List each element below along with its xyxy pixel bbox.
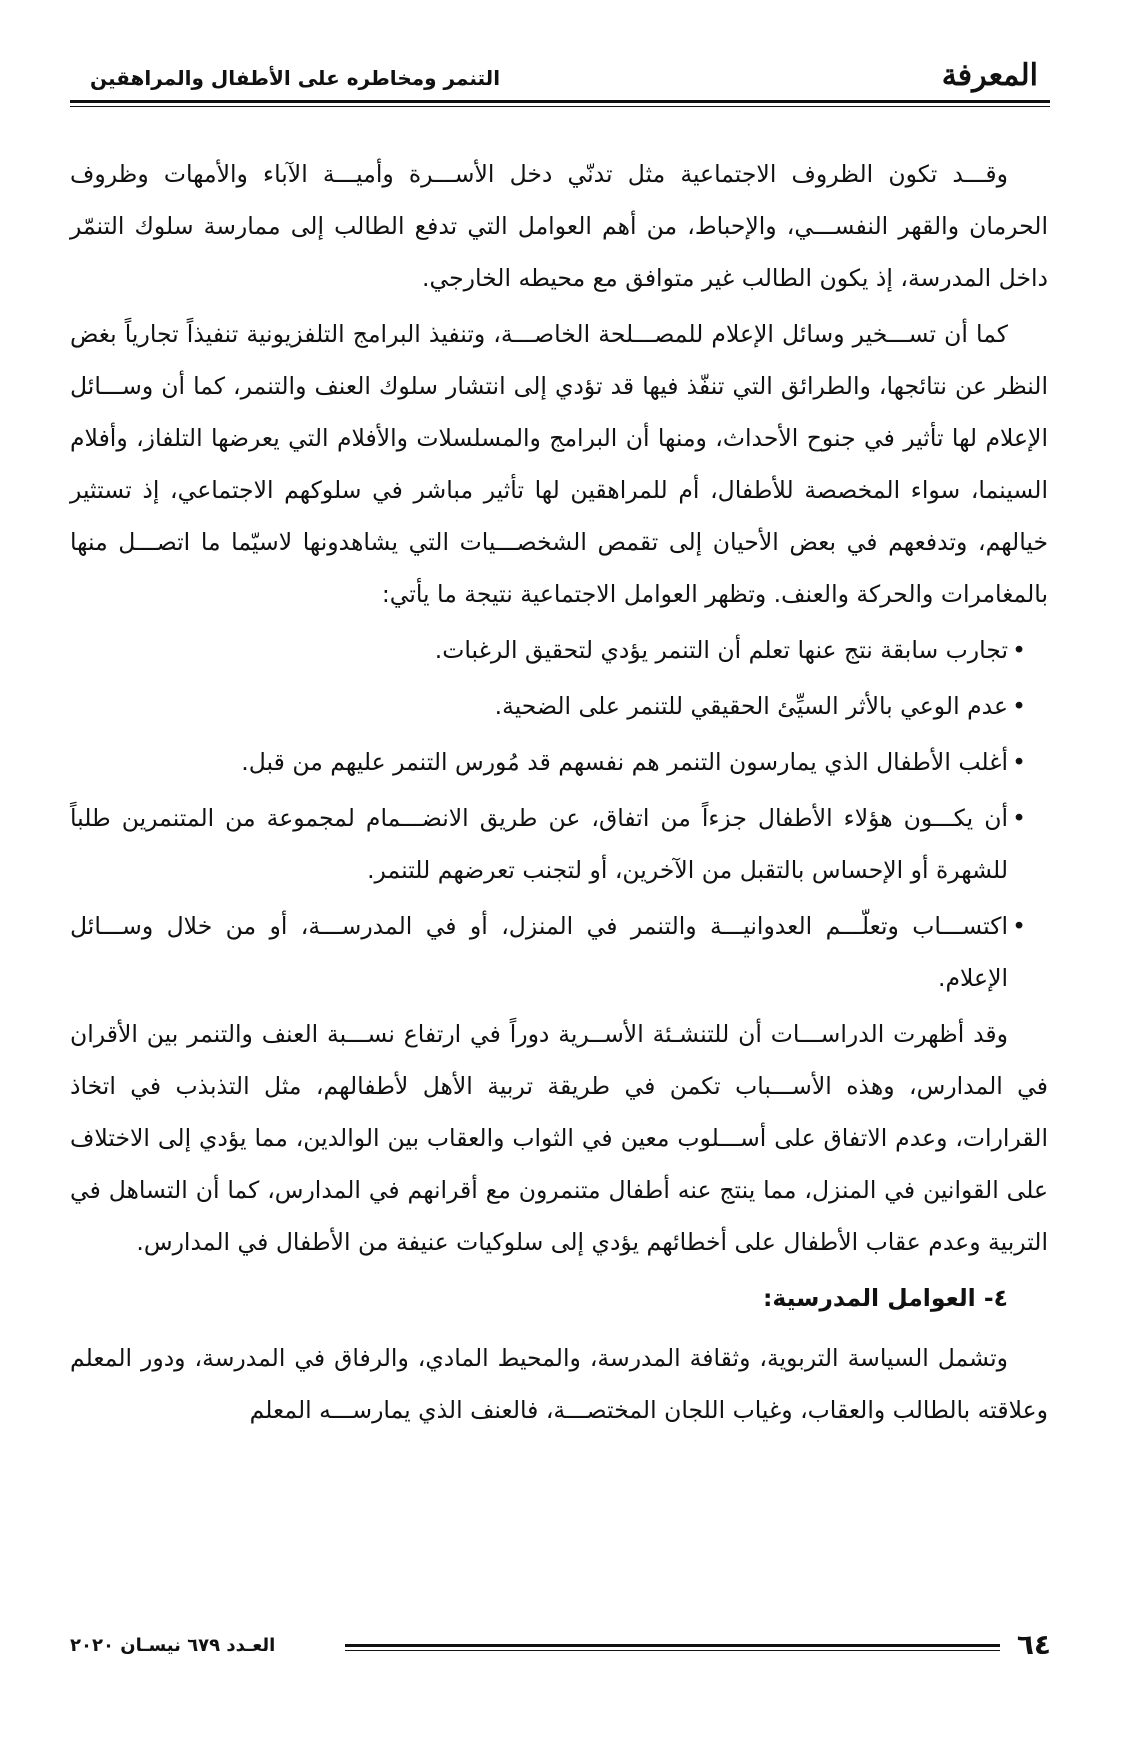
section-heading: ٤- العوامل المدرسية: xyxy=(762,1284,1008,1312)
paragraph-4: وتشمل السياسة التربوية، وثقافة المدرسة، والمحيط المادي، والرفاق في المدرسة، ودور المعلم وعلاقته بالطالب والعقاب، وغياب اللجان المختصـــة، فالعنف الذي يمارســـه المعلم xyxy=(70,1344,1048,1424)
list-item-text: عدم الوعي بالأثر السيِّئ الحقيقي للتنمر على الضحية. xyxy=(494,692,1008,720)
paragraph-3: وقد أظهرت الدراســـات أن للتنشـئة الأســرية دوراً في ارتفاع نســـبة العنف والتنمر بين الأقران في المدارس، وهذه الأســـباب تكمن في طريقة تربية الأهل لأطفالهم، مثل التذبذب في اتخاذ القرارات، وعدم الاتفاق على أســـلوب معين في الثواب والعقاب بين الوالدين، مما يؤدي إلى الاختلاف على القوانين في المنزل، مما ينتج عنه أطفال متنمرون مع أقرانهم في المدارس، كما أن التساهل في التربية وعدم عقاب الأطفال على أخطائهم يؤدي إلى سلوكيات عنيفة من الأطفال في المدارس. xyxy=(70,1020,1048,1256)
list-item-text: أغلب الأطفال الذي يمارسون التنمر هم نفسهم قد مُورس التنمر عليهم من قبل. xyxy=(241,748,1008,776)
header-rule-thin xyxy=(70,106,1050,107)
paragraph-2: كما أن تســـخير وسائل الإعلام للمصـــلحة الخاصـــة، وتنفيذ البرامج التلفزيونية تنفيذاً تجارياً بغض النظر عن نتائجها، والطرائق التي تنفّذ فيها قد تؤدي إلى انتشار سلوك العنف والتنمر، كما أن وســـائل الإعلام لها تأثير في جنوح الأحداث، ومنها أن البرامج والمسلسلات والأفلام التي يعرضها التلفاز، وأفلام السينما، سواء المخصصة للأطفال، أم للمراهقين لها تأثير مباشر في سلوكهم الاجتماعي، إذ تستثير خيالهم، وتدفعهم في بعض الأحيان إلى تقمص الشخصـــيات التي يشاهدونها لاسيّما ما اتصـــل منها بالمغامرات والحركة والعنف. وتظهر العوامل الاجتماعية نتيجة ما يأتي: xyxy=(70,320,1048,608)
issue-info: العـدد ٦٧٩ نيسـان ٢٠٢٠ xyxy=(70,1635,276,1656)
footer-rule-thin xyxy=(345,1650,1000,1651)
list-item-text: تجارب سابقة نتج عنها تعلم أن التنمر يؤدي لتحقيق الرغبات. xyxy=(434,636,1008,664)
list-item xyxy=(70,624,1048,676)
list-item xyxy=(70,792,1048,896)
article-body xyxy=(70,148,1048,1440)
factors-list xyxy=(70,624,1048,1004)
bullet-icon: • xyxy=(1012,636,1026,664)
list-item-text: اكتســـاب وتعلّـــم العدوانيـــة والتنمر في المنزل، أو في المدرســـة، أو من خلال وســـائل الإعلام. xyxy=(70,912,1008,992)
page-header xyxy=(70,58,1050,98)
bullet-icon: • xyxy=(1012,692,1026,720)
magazine-logo: المعرفة xyxy=(941,58,1038,93)
bullet-icon: • xyxy=(1012,804,1026,832)
bullet-icon: • xyxy=(1012,912,1026,940)
bullet-icon: • xyxy=(1012,748,1026,776)
paragraph-1: وقـــد تكون الظروف الاجتماعية مثل تدنّي دخل الأســـرة وأميـــة الآباء والأمهات وظروف الحرمان والقهر النفســـي، والإحباط، من أهم العوامل التي تدفع الطالب إلى ممارسة سلوك التنمّر داخل المدرسة، إذ يكون الطالب غير متوافق مع محيطه الخارجي. xyxy=(70,160,1048,292)
list-item xyxy=(70,680,1048,732)
running-title: التنمر ومخاطره على الأطفال والمراهقين xyxy=(90,66,501,90)
footer-rule-thick xyxy=(345,1644,1000,1647)
header-rule-thick xyxy=(70,100,1050,103)
list-item xyxy=(70,736,1048,788)
page-number: ٦٤ xyxy=(1016,1628,1051,1661)
list-item-text: أن يكـــون هؤلاء الأطفال جزءاً من اتفاق، عن طريق الانضـــمام لمجموعة من المتنمرين طلباً للشهرة أو الإحساس بالتقبل من الآخرين، أو لتجنب تعرضهم للتنمر. xyxy=(70,804,1008,884)
list-item xyxy=(70,900,1048,1004)
